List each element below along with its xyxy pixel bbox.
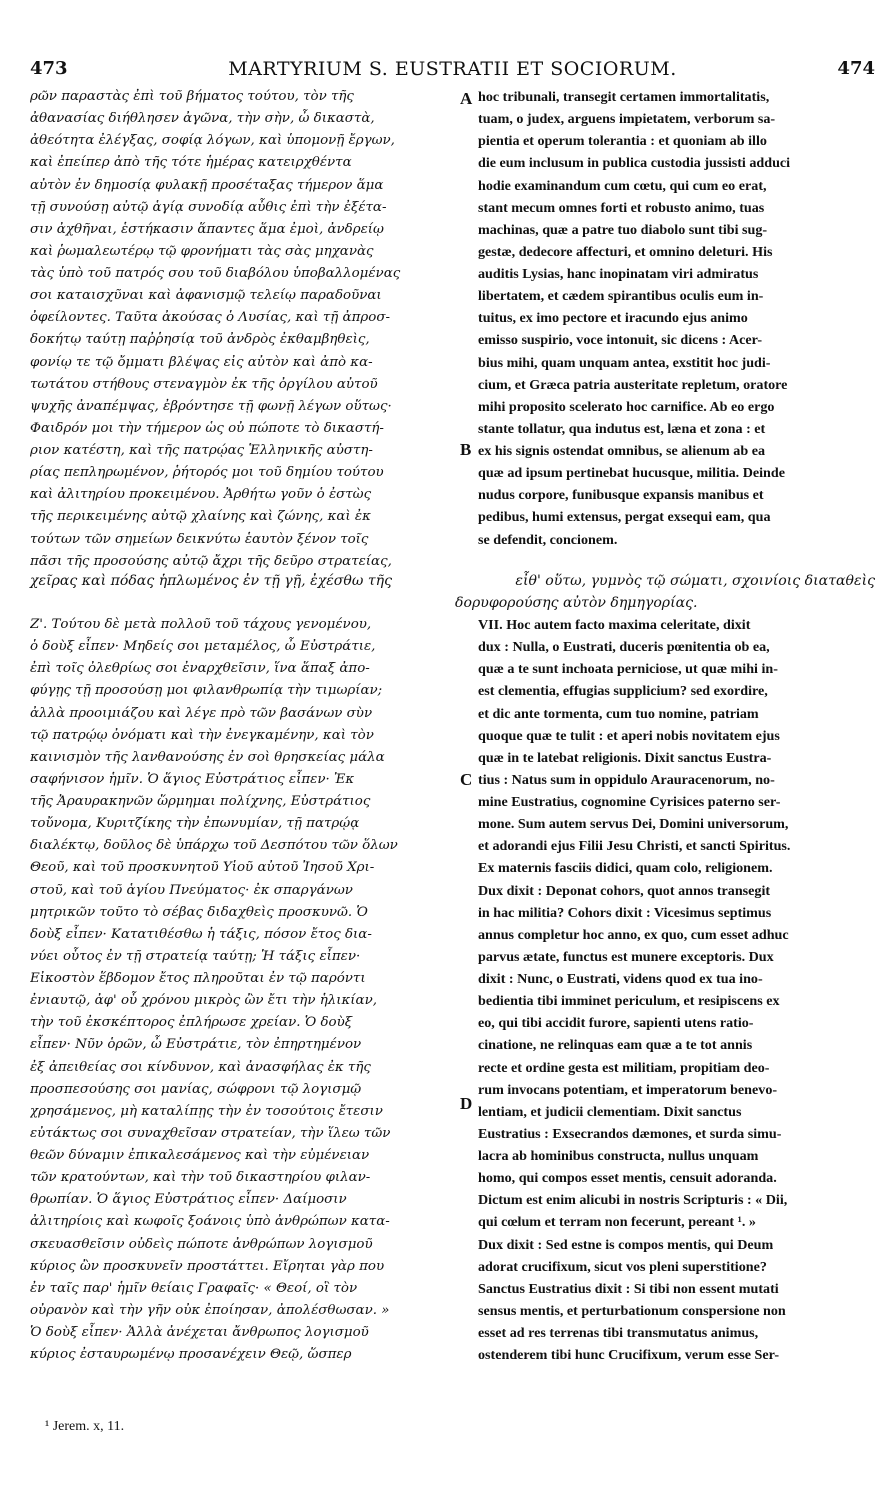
page-number-left: 473 xyxy=(30,58,68,79)
greek-text-line: αὐτὸν ἐν δημοσίᾳ φυλακῇ προσέταξας τήμερον ἅμα xyxy=(30,177,384,193)
greek-text-line: σαφήνισον ἡμῖν. Ὁ ἅγιος Εὐστράτιος εἶπεν· Ἐκ xyxy=(30,771,355,787)
footnote: ¹ Jerem. x, 11. xyxy=(45,1419,125,1434)
greek-text-line: ἐξ ἀπειθείας σοι κίνδυνον, καὶ ἀνασφήλας ἐκ τῆς xyxy=(30,1059,371,1075)
latin-text-line: cinatione, ne relinquas eam quæ a te tot annis xyxy=(478,1037,753,1054)
latin-text-line: pientia et operum tolerantia : et quoniam ab illo xyxy=(478,133,767,150)
latin-column-top xyxy=(478,86,875,551)
greek-text-line: ὀφείλοντες. Ταῦτα ἀκούσας ὁ Λυσίας, καὶ τῇ ἀπροσ- xyxy=(30,310,390,326)
latin-text-line: qui cœlum et terram non fecerunt, pereant ¹. » xyxy=(478,1214,756,1231)
greek-text-line: θρωπίαν. Ὁ ἅγιος Εὐστράτιος εἶπεν· Δαίμοσιν xyxy=(30,1192,347,1208)
greek-text-line: ἐν ταῖς παρ' ἡμῖν θείαις Γραφαῖς· « Θεοί, οἳ τὸν xyxy=(30,1280,358,1296)
latin-text-line: se defendit, concionem. xyxy=(478,531,618,548)
running-title: MARTYRIUM S. EUSTRATII ET SOCIORUM. xyxy=(228,58,677,80)
latin-text-line: ostenderem tibi hunc Crucifixum, verum esse Ser- xyxy=(478,1347,780,1364)
latin-text-line: stante tollatur, qua indutus est, læna et zona : et xyxy=(478,420,766,437)
latin-text-line: adorat crucifixum, sicut vos pleni superstitione? xyxy=(478,1258,767,1275)
latin-text-line: libertatem, et cædem spirantibus oculis eum in- xyxy=(478,288,764,305)
latin-text-line: recte et ordine gesta est militiam, propitiam deo- xyxy=(478,1059,770,1076)
greek-text-line: ἀλιτηρίοις καὶ κωφοῖς ξοάνοις ὑπὸ ἀνθρώπων κατα- xyxy=(30,1214,390,1230)
greek-text-line: Φαιδρόν μοι τὴν τήμερον ὡς οὐ πώποτε τὸ δικαστή- xyxy=(30,420,384,436)
latin-text-line: emisso suspirio, voce intonuit, sic dicens : Acer- xyxy=(478,332,763,349)
greek-text-line: ἀθανασίας διήθλησεν ἀγῶνα, τὴν σὴν, ὦ δικαστὰ, xyxy=(30,111,375,127)
page-number-right: 474 xyxy=(837,58,875,79)
greek-text-line: Ὁ δοὺξ εἶπεν· Ἀλλὰ ἀνέχεται ἄνθρωπος λογισμοῦ xyxy=(30,1325,369,1340)
latin-text-line: quæ a te sunt inchoata perniciose, ut quæ mihi in- xyxy=(478,661,778,678)
bridge-greek-left: χεῖρας καὶ πόδας ἡπλωμένος ἐν τῇ γῇ, ἐχέσθω τῆς xyxy=(30,573,393,589)
greek-text-line: τῆς Ἀραυρακηνῶν ὥρμημαι πολίχνης, Εὐστράτιος xyxy=(30,794,371,809)
greek-text-line: κύριος ὢν προσκυνεῖν προστάττει. Εἴρηται γὰρ που xyxy=(30,1258,385,1274)
greek-text-line: τὴν τοῦ ἐκσκέπτορος ἐπλήρωσε χρείαν. Ὁ δοὺξ xyxy=(30,1015,353,1031)
greek-text-line: φονίῳ τε τῷ ὄμματι βλέψας εἰς αὐτὸν καὶ ἀπὸ κα- xyxy=(30,354,373,370)
greek-text-line: τούτων τῶν σημείων δεικνύτω ἑαυτὸν ξένον τοῖς xyxy=(30,531,369,547)
greek-text-line: δοὺξ εἶπεν· Κατατιθέσθω ἡ τάξις, πόσον ἔτος δια- xyxy=(30,926,372,942)
greek-text-line: προσπεσούσης σοι μανίας, σώφρονι τῷ λογισμῷ xyxy=(30,1081,362,1097)
greek-text-line: διαλέκτῳ, δοῦλος δὲ ὑπάρχω τοῦ Δεσπότου τῶν ὅλων xyxy=(30,838,398,854)
greek-text-line: πᾶσι τῆς προσούσης αὐτῷ ἄχρι τῆς δεῦρο στρατείας, xyxy=(30,553,392,569)
greek-text-line: χρησάμενος, μὴ καταλίπῃς τὴν ἐν τοσούτοις ἔτεσιν xyxy=(30,1103,383,1119)
greek-text-line: καινισμὸν τῆς λανθανούσης ἐν σοὶ θρησκείας μάλα xyxy=(30,749,385,765)
greek-text-line: νύει οὗτος ἐν τῇ στρατείᾳ ταύτῃ; Ἡ τάξις εἶπεν· xyxy=(30,948,361,964)
latin-text-line: ex his signis ostendat omnibus, se alienum ab ea xyxy=(478,443,766,459)
greek-text-line: καὶ ἀλιτηρίου προκειμένου. Ἀρθήτω γοῦν ὁ ἐστὼς xyxy=(30,487,372,503)
latin-text-line: nudus corpore, funibusque expansis manibus et xyxy=(478,487,764,504)
latin-text-line: in hac militia? Cohors dixit : Vicesimus septimus xyxy=(478,904,772,921)
latin-text-line: gestæ, dedecore affecturi, et omnino deleturi. His xyxy=(478,243,773,260)
latin-text-line: et adorandi ejus Filii Jesu Christi, et sancti Spiritus. xyxy=(478,838,791,855)
bridge-greek-right-2: δορυφορούσης αὐτὸν δημηγορίας. xyxy=(455,595,698,612)
latin-text-line: eo, qui tibi accidit furore, sapienti utens ratio- xyxy=(478,1015,754,1032)
greek-text-line: φύγῃς τῇ προσούσῃ μοι φιλανθρωπίᾳ τὴν τιμωρίαν; xyxy=(30,683,383,699)
greek-text-line: μητρικῶν τοῦτο τὸ σέβας διδαχθεὶς προσκυνῶ. Ὁ xyxy=(30,904,368,920)
cross-column-lines xyxy=(30,570,875,614)
greek-text-line: δοκήτῳ ταύτῃ παῤῥησίᾳ τοῦ ἀνδρὸς ἐκθαμβηθεὶς, xyxy=(30,332,370,348)
greek-text-line: σκευασθεῖσιν οὐδεὶς πώποτε ἀνθρώπων λογισμοῦ xyxy=(30,1236,373,1252)
section-marker-b: B xyxy=(460,440,472,459)
latin-text-line: et dic ante tormenta, cum tuo nomine, patriam xyxy=(478,705,759,722)
latin-text-line: tius : Natus sum in oppidulo Arauracenorum, no- xyxy=(478,771,775,788)
section-marker-d: D xyxy=(460,1094,473,1113)
latin-text-line: bius mihi, quam unquam antea, exstitit hoc judi- xyxy=(478,354,771,371)
latin-text-line: tuam, o judex, arguens impietatem, verborum sa- xyxy=(478,111,776,128)
greek-text-line: Εἰκοστὸν ἕβδομον ἔτος πληροῦται ἐν τῷ παρόντι xyxy=(30,971,366,986)
greek-column-top xyxy=(30,86,462,573)
greek-text-line: καὶ ἐπείπερ ἀπὸ τῆς τότε ἡμέρας κατειρχθέντα xyxy=(30,155,352,171)
latin-text-line: machinas, quæ a patre tuo diabolo sunt tibi sug- xyxy=(478,221,768,238)
greek-text-line: Θεοῦ, καὶ τοῦ προσκυνητοῦ Υἱοῦ αὐτοῦ Ἰησοῦ Χρι- xyxy=(30,860,375,876)
latin-text-line: Ex maternis fasciis didici, quam colo, religionem. xyxy=(478,860,773,877)
latin-text-line: die eum inclusum in publica custodia jussisti adduci xyxy=(478,155,791,172)
latin-text-line: lentiam, et judicii clementiam. Dixit sanctus xyxy=(478,1103,742,1120)
latin-text-line: tuitus, ex imo pectore et iracundo ejus animo xyxy=(478,310,748,327)
greek-text-line: στοῦ, καὶ τοῦ ἁγίου Πνεύματος· ἐκ σπαργάνων xyxy=(30,882,353,898)
greek-text-line: ἐνιαυτῷ, ἀφ' οὗ χρόνου μικρὸς ὢν ἔτι τὴν ἡλικίαν, xyxy=(30,993,377,1009)
latin-text-line: hoc tribunali, transegit certamen immortalitatis, xyxy=(478,89,770,105)
latin-text-line: auditis Lysias, hanc inopinatam viri admiratus xyxy=(478,266,759,282)
greek-text-line: Ζ'. Τούτου δὲ μετὰ πολλοῦ τοῦ τάχους γενομένου, xyxy=(30,617,372,632)
latin-text-line: Dictum est enim alicubi in nostris Scripturis : « Dii, xyxy=(478,1192,788,1209)
greek-text-line: τῆς περικειμένης αὐτῷ χλαίνης καὶ ζώνης, καὶ ἐκ xyxy=(30,509,371,525)
latin-text-line: VII. Hoc autem facto maxima celeritate, dixit xyxy=(478,617,751,633)
latin-text-line: quoque quæ te tulit : et aperi nobis novitatem ejus xyxy=(478,727,780,744)
latin-text-line: quæ in te latebat religionis. Dixit sanctus Eustra- xyxy=(478,749,772,766)
greek-text-line: ἐπὶ τοῖς ὀλεθρίως σοι ἐναρχθεῖσιν, ἵνα ἅπαξ ἀπο- xyxy=(30,661,370,677)
latin-text-line: rum invocans potentiam, et imperatorum benevo- xyxy=(478,1081,778,1098)
latin-text-line: hodie examinandum cum cœtu, qui cum eo erat, xyxy=(478,177,767,194)
latin-text-line: dux : Nulla, o Eustrati, duceris pœnitentia ob ea, xyxy=(478,639,770,656)
greek-text-line: ρῶν παραστὰς ἐπὶ τοῦ βήματος τούτου, τὸν τῆς xyxy=(30,89,354,104)
latin-text-line: Sanctus Eustratius dixit : Si tibi non essent mutati xyxy=(478,1280,779,1297)
greek-text-line: εὐτάκτως σοι συναχθεῖσαν στρατείαν, τὴν ἵλεω τῶν xyxy=(30,1125,391,1141)
greek-text-line: ψυχῆς ἀναπέμψας, ἐβρόντησε τῇ φωνῇ λέγων οὕτως· xyxy=(30,398,392,414)
latin-text-line: bedientia tibi imminet periculum, et resipiscens ex xyxy=(478,993,780,1010)
greek-text-line: καὶ ῥωμαλεωτέρῳ τῷ φρονήματι τὰς σὰς μηχανὰς xyxy=(30,243,374,259)
latin-column-bottom xyxy=(478,614,875,1366)
greek-text-line: σιν ἀχθῆναι, ἑστήκασιν ἅπαντες ἅμα ἐμοὶ, ἀνδρείῳ xyxy=(30,221,384,237)
latin-text-line: stant mecum omnes forti et robusto animo, tuas xyxy=(478,199,765,216)
latin-text-line: Dux dixit : Deponat cohors, quot annos transegit xyxy=(478,882,771,899)
greek-text-line: θεῶν δύναμιν ἐπικαλεσάμενος καὶ τὴν εὐμένειαν xyxy=(30,1148,370,1163)
section-marker-a: A xyxy=(460,89,473,108)
latin-text-line: sensus mentis, et perturbationum conspersione non xyxy=(478,1302,786,1319)
bridge-greek-right-1: εἶθ' οὕτω, γυμνὸς τῷ σώματι, σχοινίοις διαταθεὶς xyxy=(515,573,875,589)
latin-text-line: mone. Sum autem servus Dei, Domini universorum, xyxy=(478,816,789,833)
latin-text-line: Eustratius : Exsecrandos dæmones, et surda simu- xyxy=(478,1125,782,1142)
greek-text-line: ὁ δοὺξ εἶπεν· Μηδείς σοι μεταμέλος, ὦ Εὐστράτιε, xyxy=(30,639,376,655)
latin-text-line: mine Eustratius, cognomine Cyrisices paterno ser- xyxy=(478,794,781,810)
latin-text-line: Dux dixit : Sed estne is compos mentis, qui Deum xyxy=(478,1236,774,1253)
greek-text-line: ἀλλὰ προοιμιάζου καὶ λέγε πρὸ τῶν βασάνων σὺν xyxy=(30,705,373,721)
section-marker-c: C xyxy=(460,770,473,789)
latin-text-line: lacra ab hominibus constructa, nullus unquam xyxy=(478,1148,759,1164)
greek-column-bottom xyxy=(30,614,462,1366)
latin-text-line: annus completur hoc anno, ex quo, cum esset adhuc xyxy=(478,926,789,943)
greek-text-line: τωτάτου στήθους στεναγμὸν ἐκ τῆς ὀργίλου αὐτοῦ xyxy=(30,376,378,392)
latin-text-line: cium, et Græca patria austeritate repletum, oratore xyxy=(478,376,788,393)
latin-text-line: parvus ætate, functus est munere exceptoris. Dux xyxy=(478,948,774,965)
latin-text-line: homo, qui compos esset mentis, censuit adoranda. xyxy=(478,1170,777,1187)
greek-text-line: σοι καταισχῦναι καὶ ἀφανισμῷ τελείῳ παραδοῦναι xyxy=(30,288,382,304)
latin-text-line: pedibus, humi extensus, pergat exsequi eam, qua xyxy=(478,509,771,526)
greek-text-line: ἀθεότητα ἐλέγξας, σοφίᾳ λόγων, καὶ ὑπομονῇ ἔργων, xyxy=(30,133,395,149)
greek-text-line: ριον κατέστη, καὶ τῆς πατρῴας Ἑλληνικῆς αὐστη- xyxy=(30,443,373,458)
greek-text-line: τοὔνομα, Κυριτζίκης τὴν ἐπωνυμίαν, τῇ πατρῴᾳ xyxy=(30,816,360,832)
running-header xyxy=(30,58,875,84)
latin-text-line: dixit : Nunc, o Eustrati, videns quod ex tua ino- xyxy=(478,971,763,987)
latin-text-line: quæ ad ipsum pertinebat hucusque, militia. Deinde xyxy=(478,465,785,482)
latin-text-line: mihi proposito scelerato hoc carnifice. Ab eo ergo xyxy=(478,398,775,415)
greek-text-line: οὐρανὸν καὶ τὴν γῆν οὐκ ἐποίησαν, ἀπολέσθωσαν. » xyxy=(30,1302,390,1318)
greek-text-line: τῷ πατρῴῳ ὀνόματι καὶ τὴν ἐνεγκαμένην, καὶ τὸν xyxy=(30,727,374,743)
greek-text-line: τὰς ὑπὸ τοῦ πατρός σου τοῦ διαβόλου ὑποβαλλομένας xyxy=(30,266,401,281)
greek-text-line: ρίας πεπληρωμένον, ῥήτορός μοι τοῦ δημίου τούτου xyxy=(30,465,384,481)
greek-text-line: τῶν κρατούντων, καὶ τὴν τοῦ δικαστηρίου φιλαν- xyxy=(30,1170,371,1186)
greek-text-line: κύριος ἐσταυρωμένῳ προσανέχειν Θεῷ, ὥσπερ xyxy=(30,1347,352,1363)
latin-text-line: esset ad res terrenas tibi transmutatus animus, xyxy=(478,1325,759,1341)
greek-text-line: εἶπεν· Νῦν ὁρῶν, ὦ Εὐστράτιε, τὸν ἐπηρτημένον xyxy=(30,1037,362,1053)
greek-text-line: τῇ συνούσῃ αὐτῷ ἁγίᾳ συνοδίᾳ αὖθις ἐπὶ τὴν ἐξέτα- xyxy=(30,199,387,215)
latin-text-line: est clementia, effugias supplicium? sed exordire, xyxy=(478,683,768,700)
